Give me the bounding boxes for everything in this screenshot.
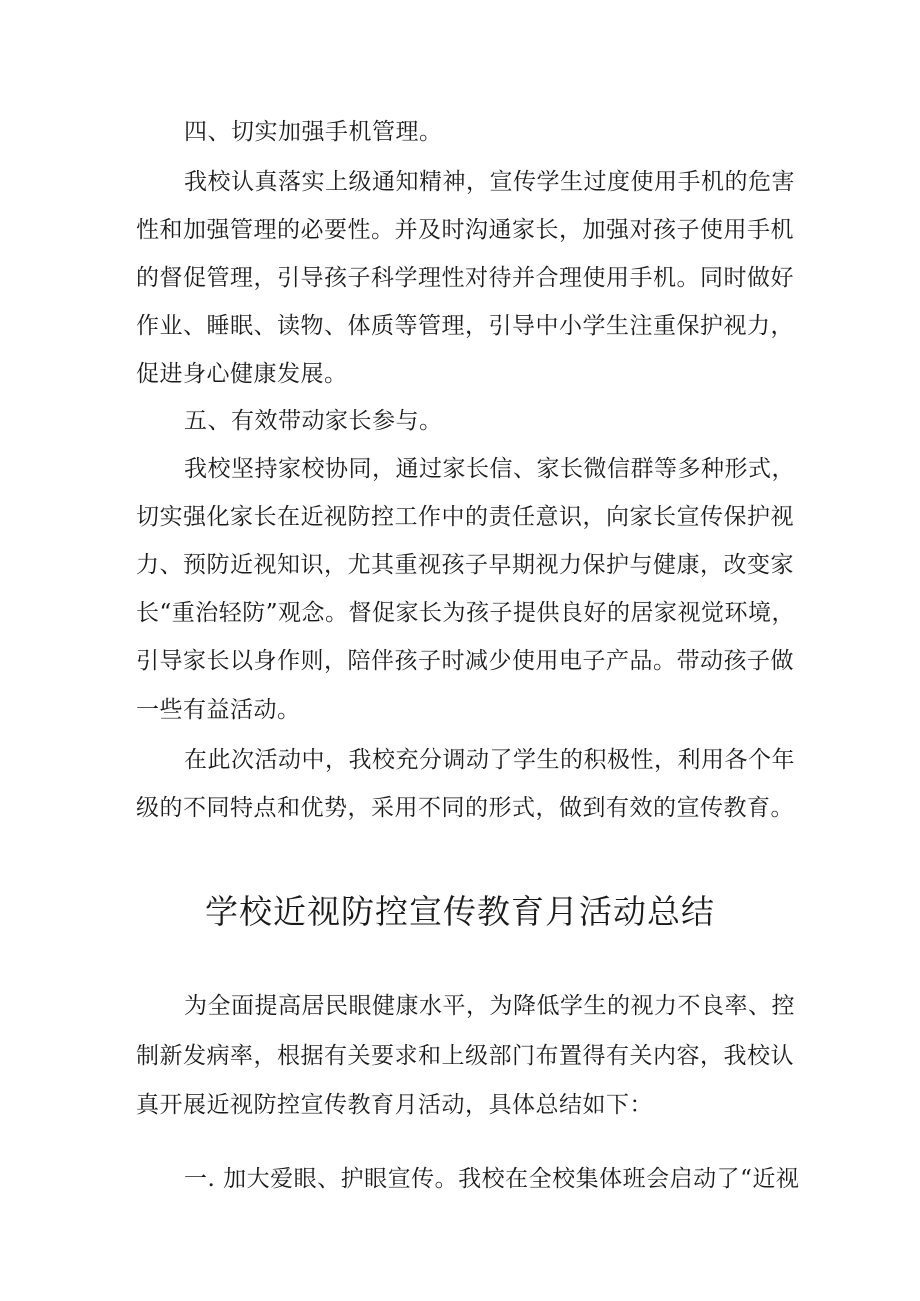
section-5-line-4: 长“重治轻防”观念。督促家长为孩子提供良好的居家视觉环境， — [136, 600, 796, 626]
section-5-line-3: 力、预防近视知识，尤其重视孩子早期视力保护与健康，改变家 — [136, 552, 794, 578]
summary-intro-line-3: 真开展近视防控宣传教育月活动，具体总结如下： — [136, 1092, 653, 1118]
closing-line-1: 在此次活动中，我校充分调动了学生的积极性，利用各个年 — [184, 747, 795, 773]
summary-intro-line-2: 制新发病率，根据有关要求和上级部门布置得有关内容，我校认 — [136, 1043, 794, 1069]
summary-intro-line-1: 为全面提高居民眼健康水平，为降低学生的视力不良率、控 — [184, 993, 795, 1019]
section-4-line-5: 促进身心健康发展。 — [136, 361, 348, 387]
summary-item-1-line: 一. 加大爱眼、护眼宣传。我校在全校集体班会启动了“近视 — [184, 1166, 800, 1192]
section-4-line-2: 性和加强管理的必要性。并及时沟通家长，加强对孩子使用手机 — [136, 217, 794, 243]
section-4-line-3: 的督促管理，引导孩子科学理性对待并合理使用手机。同时做好 — [136, 265, 794, 291]
section-5-line-2: 切实强化家长在近视防控工作中的责任意识，向家长宣传保护视 — [136, 504, 794, 530]
section-4-line-4: 作业、睡眠、读物、体质等管理，引导中小学生注重保护视力， — [136, 313, 794, 339]
section-5-heading: 五、有效带动家长参与。 — [184, 408, 443, 434]
section-4-line-1: 我校认真落实上级通知精神，宣传学生过度使用手机的危害 — [184, 169, 795, 195]
section-5-line-1: 我校坚持家校协同，通过家长信、家长微信群等多种形式， — [184, 456, 795, 482]
section-5-line-6: 一些有益活动。 — [136, 697, 301, 723]
summary-title: 学校近视防控宣传教育月活动总结 — [205, 892, 715, 931]
section-4-heading: 四、切实加强手机管理。 — [184, 119, 443, 145]
closing-line-2: 级的不同特点和优势，采用不同的形式，做到有效的宣传教育。 — [136, 795, 794, 821]
section-5-line-5: 引导家长以身作则，陪伴孩子时减少使用电子产品。带动孩子做 — [136, 648, 794, 674]
